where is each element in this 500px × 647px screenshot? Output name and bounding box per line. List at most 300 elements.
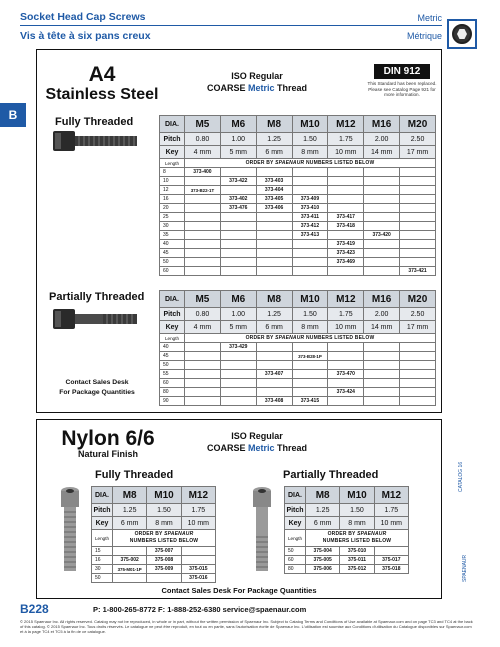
pitch-value: 2.00	[364, 133, 400, 146]
nylon-contact-note: Contact Sales Desk For Package Quantities	[161, 586, 317, 595]
size-m10: M10	[340, 487, 374, 504]
header-metric-fr: Métrique	[406, 31, 442, 41]
pitch-value: 1.75	[374, 504, 408, 517]
length-row	[92, 574, 216, 583]
part-number: 373-469	[328, 258, 364, 267]
order-brand: SPAENAUR	[357, 531, 387, 537]
pitch-row	[285, 504, 409, 517]
part-number: 373-410	[292, 204, 328, 213]
part-number	[185, 240, 221, 249]
part-number	[400, 370, 436, 379]
pitch-label: Pitch	[92, 504, 113, 517]
part-number	[364, 258, 400, 267]
part-number	[364, 222, 400, 231]
header-metric-en: Metric	[417, 13, 442, 23]
order-post: NUMBERS LISTED BELOW	[304, 335, 375, 341]
key-value: 6 mm	[256, 146, 292, 159]
part-number: 373-412	[292, 222, 328, 231]
part-number: 375-009	[147, 565, 181, 574]
key-row	[160, 146, 436, 159]
order-row	[160, 334, 436, 343]
dia-label: DIA.	[285, 487, 306, 504]
size-m10: M10	[292, 291, 328, 308]
fully-threaded-bolt-icon	[51, 130, 139, 152]
nylon-standard: ISO Regular COARSE Metric Thread	[206, 431, 308, 453]
part-number	[364, 204, 400, 213]
part-number: 373-411	[292, 213, 328, 222]
key-label: Key	[92, 517, 113, 530]
length-label: Length	[160, 334, 185, 343]
key-value: 8 mm	[147, 517, 181, 530]
size-m12: M12	[374, 487, 408, 504]
part-number	[185, 195, 221, 204]
part-number: 373-421	[400, 267, 436, 276]
part-number	[181, 556, 215, 565]
part-number: 373-419	[328, 240, 364, 249]
pitch-value: 1.25	[256, 133, 292, 146]
part-number	[292, 168, 328, 177]
part-number	[328, 397, 364, 406]
size-m20: M20	[400, 116, 436, 133]
pitch-label: Pitch	[285, 504, 306, 517]
part-number	[185, 177, 221, 186]
part-number	[185, 267, 221, 276]
pitch-row	[160, 308, 436, 321]
part-number	[220, 352, 256, 361]
part-number	[328, 231, 364, 240]
header-row	[285, 487, 409, 504]
part-number: 375-008	[147, 556, 181, 565]
length-value: 55	[160, 370, 185, 379]
part-number	[256, 388, 292, 397]
part-number	[364, 177, 400, 186]
part-number	[328, 204, 364, 213]
length-label: Length	[160, 159, 185, 168]
size-m8: M8	[113, 487, 147, 504]
pitch-value: 1.50	[292, 308, 328, 321]
length-value: 80	[285, 565, 306, 574]
part-number	[292, 361, 328, 370]
length-value: 12	[160, 186, 185, 195]
length-value: 80	[160, 388, 185, 397]
order-post: NUMBERS LISTED BELOW	[322, 538, 392, 544]
part-number	[292, 267, 328, 276]
part-number	[364, 397, 400, 406]
part-number	[328, 379, 364, 388]
part-number: 373-422	[220, 177, 256, 186]
header-row	[92, 487, 216, 504]
key-value: 6 mm	[113, 517, 147, 530]
length-row	[92, 565, 216, 574]
size-m5: M5	[185, 291, 221, 308]
size-m8: M8	[306, 487, 340, 504]
key-value: 14 mm	[364, 321, 400, 334]
part-number	[328, 168, 364, 177]
header-title-en: Socket Head Cap Screws	[20, 11, 146, 23]
order-instruction	[306, 530, 409, 547]
key-value: 6 mm	[256, 321, 292, 334]
length-row	[160, 222, 436, 231]
din-note: This Standard has been replaced. Please see Catalog Page 921 for more information.	[367, 81, 437, 97]
pitch-label: Pitch	[160, 133, 185, 146]
header-row	[160, 116, 436, 133]
part-number: 373-476	[220, 204, 256, 213]
part-number	[113, 547, 147, 556]
size-m10: M10	[147, 487, 181, 504]
footer-contact: P: 1-800-265-8772 F: 1-888-252-6380 service@spaenaur.com	[93, 605, 307, 614]
part-number	[400, 168, 436, 177]
part-number	[292, 240, 328, 249]
length-value: 16	[160, 195, 185, 204]
part-number	[364, 240, 400, 249]
part-number	[220, 240, 256, 249]
length-row	[160, 177, 436, 186]
length-value: 45	[160, 352, 185, 361]
part-number	[220, 213, 256, 222]
nylon-fully-threaded-table	[91, 486, 216, 583]
page-code: B228	[20, 602, 49, 616]
part-number	[220, 168, 256, 177]
part-number	[364, 267, 400, 276]
length-value: 30	[92, 565, 113, 574]
size-m16: M16	[364, 291, 400, 308]
part-number	[364, 352, 400, 361]
part-number	[328, 195, 364, 204]
length-row	[160, 204, 436, 213]
part-number	[400, 397, 436, 406]
part-number	[328, 352, 364, 361]
size-m6: M6	[220, 291, 256, 308]
dia-label: DIA.	[92, 487, 113, 504]
length-row	[285, 556, 409, 565]
a4-title: A4	[88, 63, 116, 86]
part-number	[292, 343, 328, 352]
part-number: 375-007	[147, 547, 181, 556]
part-number	[185, 343, 221, 352]
length-row	[160, 186, 436, 195]
length-value: 10	[160, 177, 185, 186]
part-number	[220, 186, 256, 195]
part-number	[328, 186, 364, 195]
part-number: 373-402	[220, 195, 256, 204]
length-value: 20	[160, 204, 185, 213]
nylon-title: Nylon 6/6	[61, 427, 155, 450]
length-row	[285, 547, 409, 556]
part-number: 375-016	[181, 574, 215, 583]
part-number	[292, 258, 328, 267]
length-row	[160, 352, 436, 361]
length-row	[160, 388, 436, 397]
part-number: 373-408	[256, 397, 292, 406]
nylon-fully-bolt-icon	[59, 486, 81, 574]
a4-stainless-panel	[36, 49, 442, 413]
key-value: 8 mm	[340, 517, 374, 530]
part-number: 373-400	[185, 168, 221, 177]
part-number	[400, 240, 436, 249]
length-row	[160, 213, 436, 222]
part-number	[364, 249, 400, 258]
part-number	[256, 267, 292, 276]
length-value: 50	[160, 361, 185, 370]
key-row	[92, 517, 216, 530]
page-footer	[0, 600, 500, 647]
part-number: 373-418	[328, 222, 364, 231]
part-number: 375-002	[113, 556, 147, 565]
a4-contact-note: Contact Sales Desk For Package Quantities	[59, 379, 135, 396]
length-value: 40	[160, 343, 185, 352]
length-row	[160, 267, 436, 276]
pitch-value: 1.50	[340, 504, 374, 517]
pitch-value: 2.00	[364, 308, 400, 321]
part-number	[256, 240, 292, 249]
part-number	[220, 361, 256, 370]
key-value: 14 mm	[364, 146, 400, 159]
length-value: 30	[160, 222, 185, 231]
part-number	[185, 249, 221, 258]
length-row	[160, 258, 436, 267]
part-number	[400, 379, 436, 388]
part-number	[185, 231, 221, 240]
order-post: NUMBERS LISTED BELOW	[304, 160, 375, 166]
part-number: 373-413	[292, 231, 328, 240]
part-number	[256, 361, 292, 370]
part-number	[147, 574, 181, 583]
length-row	[160, 195, 436, 204]
key-value: 4 mm	[185, 321, 221, 334]
key-label: Key	[285, 517, 306, 530]
key-value: 10 mm	[181, 517, 215, 530]
part-number: 373-403	[256, 177, 292, 186]
size-m20: M20	[400, 291, 436, 308]
pitch-value: 1.75	[328, 308, 364, 321]
part-number	[364, 168, 400, 177]
length-value: 50	[285, 547, 306, 556]
part-number	[400, 352, 436, 361]
length-value: 25	[160, 213, 185, 222]
header-title-fr: Vis à tête à six pans creux	[20, 30, 151, 42]
part-number	[256, 213, 292, 222]
part-number	[220, 249, 256, 258]
pitch-value: 1.25	[113, 504, 147, 517]
part-number	[400, 231, 436, 240]
part-number	[400, 213, 436, 222]
length-row	[92, 547, 216, 556]
part-number	[220, 379, 256, 388]
order-row	[92, 530, 216, 547]
part-number	[113, 574, 147, 583]
part-number	[374, 547, 408, 556]
part-number: 373-B28-1P	[292, 352, 328, 361]
part-number	[328, 177, 364, 186]
part-number	[256, 343, 292, 352]
length-row	[92, 556, 216, 565]
part-number: 375-018	[374, 565, 408, 574]
part-number: 373-423	[328, 249, 364, 258]
size-m12: M12	[328, 116, 364, 133]
nylon-partial-label: Partially Threaded	[283, 469, 379, 481]
order-pre: ORDER BY	[245, 335, 276, 341]
a4-standard: ISO Regular COARSE Metric Thread	[206, 71, 308, 93]
part-number	[400, 222, 436, 231]
size-m12: M12	[181, 487, 215, 504]
side-brand: SPAENAUR	[462, 554, 468, 582]
length-value: 90	[160, 397, 185, 406]
part-number	[256, 231, 292, 240]
key-value: 10 mm	[374, 517, 408, 530]
length-row	[160, 168, 436, 177]
part-number	[256, 352, 292, 361]
part-number	[292, 249, 328, 258]
part-number: 373-420	[364, 231, 400, 240]
part-number	[185, 222, 221, 231]
key-value: 5 mm	[220, 321, 256, 334]
part-number	[364, 195, 400, 204]
key-value: 10 mm	[328, 146, 364, 159]
length-value: 60	[160, 379, 185, 388]
page-header	[0, 0, 500, 46]
length-value: 60	[285, 556, 306, 565]
pitch-label: Pitch	[160, 308, 185, 321]
part-number	[400, 186, 436, 195]
key-value: 5 mm	[220, 146, 256, 159]
part-number: 373-407	[256, 370, 292, 379]
part-number: 375-M01-1P	[113, 565, 147, 574]
pitch-value: 1.00	[220, 308, 256, 321]
part-number	[220, 388, 256, 397]
part-number	[292, 379, 328, 388]
part-number: 373-405	[256, 195, 292, 204]
partially-threaded-bolt-icon	[51, 308, 139, 330]
part-number	[400, 258, 436, 267]
part-number	[292, 370, 328, 379]
pitch-row	[160, 133, 436, 146]
part-number	[220, 258, 256, 267]
a4-fully-threaded-table	[159, 115, 436, 276]
part-number: 373-415	[292, 397, 328, 406]
part-number	[220, 267, 256, 276]
part-number	[364, 388, 400, 397]
part-number	[185, 388, 221, 397]
order-post: NUMBERS LISTED BELOW	[129, 538, 199, 544]
length-label: Length	[285, 530, 306, 547]
size-m6: M6	[220, 116, 256, 133]
nylon-fully-label: Fully Threaded	[95, 469, 174, 481]
part-number: 373-429	[220, 343, 256, 352]
size-m12: M12	[328, 291, 364, 308]
key-row	[160, 321, 436, 334]
key-value: 17 mm	[400, 321, 436, 334]
key-value: 17 mm	[400, 146, 436, 159]
header-row	[160, 291, 436, 308]
part-number: 375-004	[306, 547, 340, 556]
part-number	[185, 204, 221, 213]
nylon-panel	[36, 419, 442, 599]
length-value: 35	[160, 231, 185, 240]
part-number	[292, 186, 328, 195]
part-number	[292, 177, 328, 186]
part-number: 373-B22-1T	[185, 186, 221, 195]
part-number	[364, 361, 400, 370]
a4-partial-label: Partially Threaded	[49, 291, 145, 303]
pitch-value: 1.25	[306, 504, 340, 517]
part-number	[256, 258, 292, 267]
length-value: 50	[92, 574, 113, 583]
part-number	[220, 231, 256, 240]
length-value: 40	[160, 240, 185, 249]
key-value: 8 mm	[292, 146, 328, 159]
key-label: Key	[160, 321, 185, 334]
order-instruction	[185, 159, 436, 168]
header-rule	[20, 25, 442, 26]
part-number	[185, 361, 221, 370]
length-row	[285, 565, 409, 574]
part-number	[220, 397, 256, 406]
length-value: 15	[92, 547, 113, 556]
order-instruction	[185, 334, 436, 343]
part-number: 375-006	[306, 565, 340, 574]
order-brand: SPAENAUR	[164, 531, 194, 537]
part-number	[364, 186, 400, 195]
part-number	[328, 361, 364, 370]
pitch-value: 1.50	[147, 504, 181, 517]
dia-label: DIA.	[160, 291, 185, 308]
length-value: 45	[160, 249, 185, 258]
part-number	[364, 213, 400, 222]
dia-label: DIA.	[160, 116, 185, 133]
size-m10: M10	[292, 116, 328, 133]
pitch-value: 0.80	[185, 308, 221, 321]
part-number: 375-011	[340, 556, 374, 565]
length-value: 16	[92, 556, 113, 565]
part-number: 373-404	[256, 186, 292, 195]
footer-legal: © 2015 Spaenaur Inc. All rights reserved. Catalog may not be reproduced, in whole or in part, without the written permission of Spaenaur Inc. Subject to Catalog Terms and Conditions of Use available at Spaenaur.com and on page TC3 and TC4 at the back of this catalog. © 2015 Spaenaur Inc. Tous droits réservés. Le catalogue ne peut être reproduit, en tout ou en partie, sans l'autorisation écrite de Spaenaur Inc. L'utilisation est soumise aux Conditions d'utilisation du Catalogue disponibles sur Spaenaur.com et à la page TC4 et TC5 à la fin de ce catalogue.	[20, 619, 473, 635]
order-pre: ORDER BY	[134, 531, 165, 537]
part-number	[400, 249, 436, 258]
nylon-subtitle: Natural Finish	[77, 449, 138, 459]
length-row	[160, 361, 436, 370]
a4-fully-label: Fully Threaded	[55, 116, 134, 128]
part-number: 375-017	[374, 556, 408, 565]
pitch-value: 0.80	[185, 133, 221, 146]
length-row	[160, 249, 436, 258]
order-row	[285, 530, 409, 547]
length-value: 60	[160, 267, 185, 276]
pitch-value: 1.75	[328, 133, 364, 146]
a4-subtitle: Stainless Steel	[45, 86, 159, 103]
din-badge: DIN 912	[374, 64, 430, 79]
catalog-edition: CATALOG 16	[458, 461, 464, 492]
part-number	[364, 379, 400, 388]
part-number	[256, 222, 292, 231]
part-number	[400, 388, 436, 397]
length-label: Length	[92, 530, 113, 547]
part-number	[181, 547, 215, 556]
part-number	[400, 343, 436, 352]
pitch-value: 2.50	[400, 308, 436, 321]
length-row	[160, 343, 436, 352]
part-number	[292, 388, 328, 397]
part-number	[400, 204, 436, 213]
part-number	[185, 370, 221, 379]
part-number	[400, 361, 436, 370]
part-number	[328, 343, 364, 352]
length-row	[160, 240, 436, 249]
part-number: 373-406	[256, 204, 292, 213]
part-number	[185, 397, 221, 406]
part-number: 375-010	[340, 547, 374, 556]
pitch-value: 1.50	[292, 133, 328, 146]
part-number	[185, 379, 221, 388]
